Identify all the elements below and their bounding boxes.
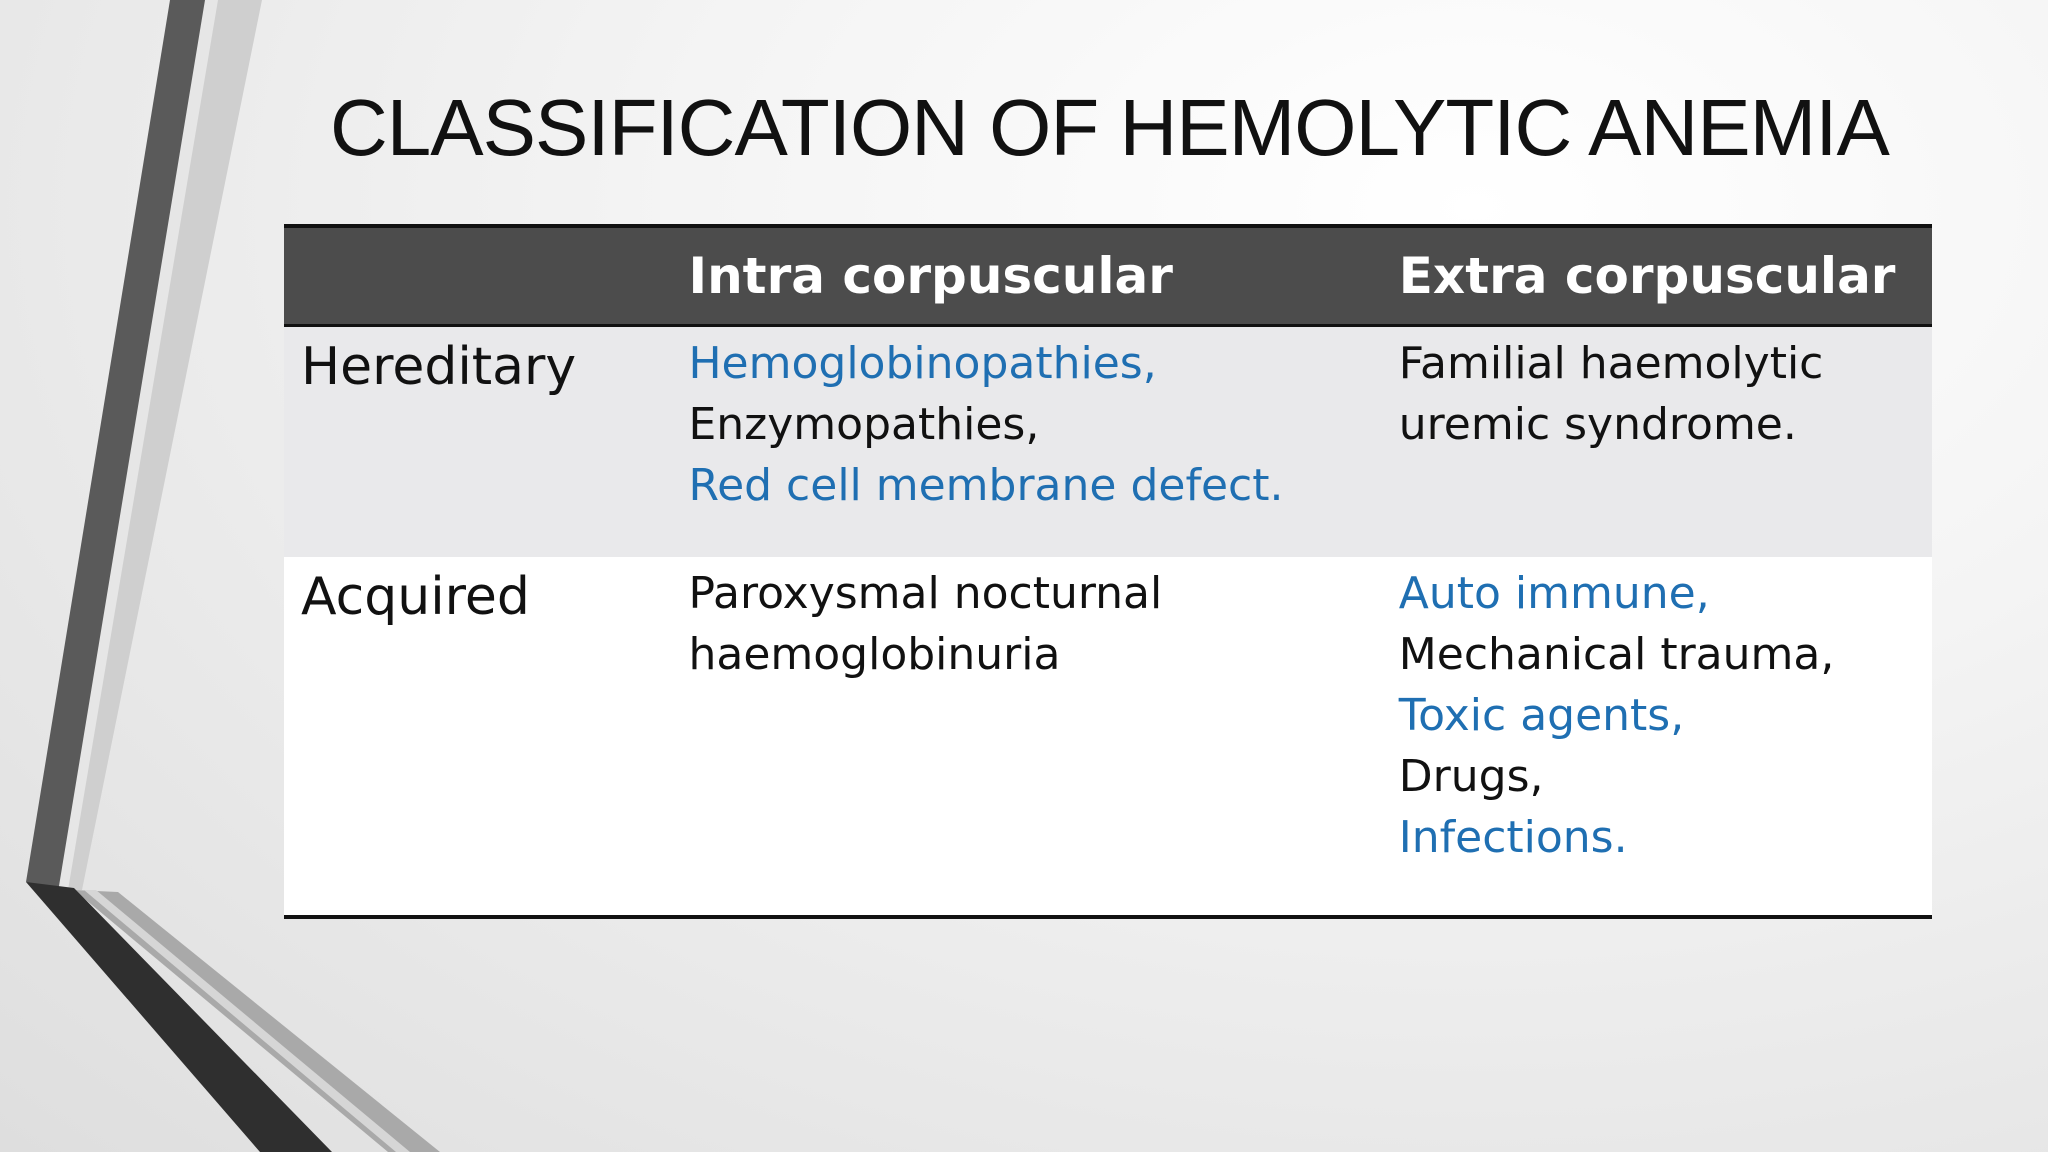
cell-acquired-extra [1399, 557, 1932, 917]
table-row-hereditary [284, 326, 1932, 558]
row-label-hereditary: Hereditary [284, 326, 688, 558]
decor-highlight-band [58, 0, 218, 892]
cell-line: Auto immune, [1398, 568, 1710, 619]
table-row-acquired [284, 557, 1932, 917]
row-label-acquired: Acquired [284, 557, 688, 917]
cell-line: Mechanical trauma, [1398, 629, 1835, 680]
header-intra-corpuscular: Intra corpuscular [688, 226, 1398, 326]
cell-line: Familial haemolytic [1398, 338, 1824, 389]
cell-acquired-intra [688, 557, 1398, 917]
cell-line: Red cell membrane defect. [688, 460, 1284, 511]
decor-dark-diagonal-band [26, 882, 332, 1152]
cell-line: Toxic agents, [1398, 690, 1685, 741]
slide-title: CLASSIFICATION OF HEMOLYTIC ANEMIA [330, 83, 1889, 172]
cell-line: Infections. [1398, 812, 1628, 863]
cell-hereditary-intra [688, 326, 1398, 558]
header-cell-empty [284, 226, 688, 326]
cell-line: uremic syndrome. [1398, 399, 1797, 450]
classification-table [284, 224, 1932, 919]
table-header-row [284, 226, 1932, 326]
cell-line: haemoglobinuria [688, 629, 1061, 680]
cell-line: Hemoglobinopathies, [688, 338, 1157, 389]
cell-line: Paroxysmal nocturnal [688, 568, 1163, 619]
cell-hereditary-extra [1399, 326, 1932, 558]
cell-line: Enzymopathies, [688, 399, 1040, 450]
header-extra-corpuscular: Extra corpuscular [1399, 226, 1932, 326]
cell-line: Drugs, [1398, 751, 1544, 802]
